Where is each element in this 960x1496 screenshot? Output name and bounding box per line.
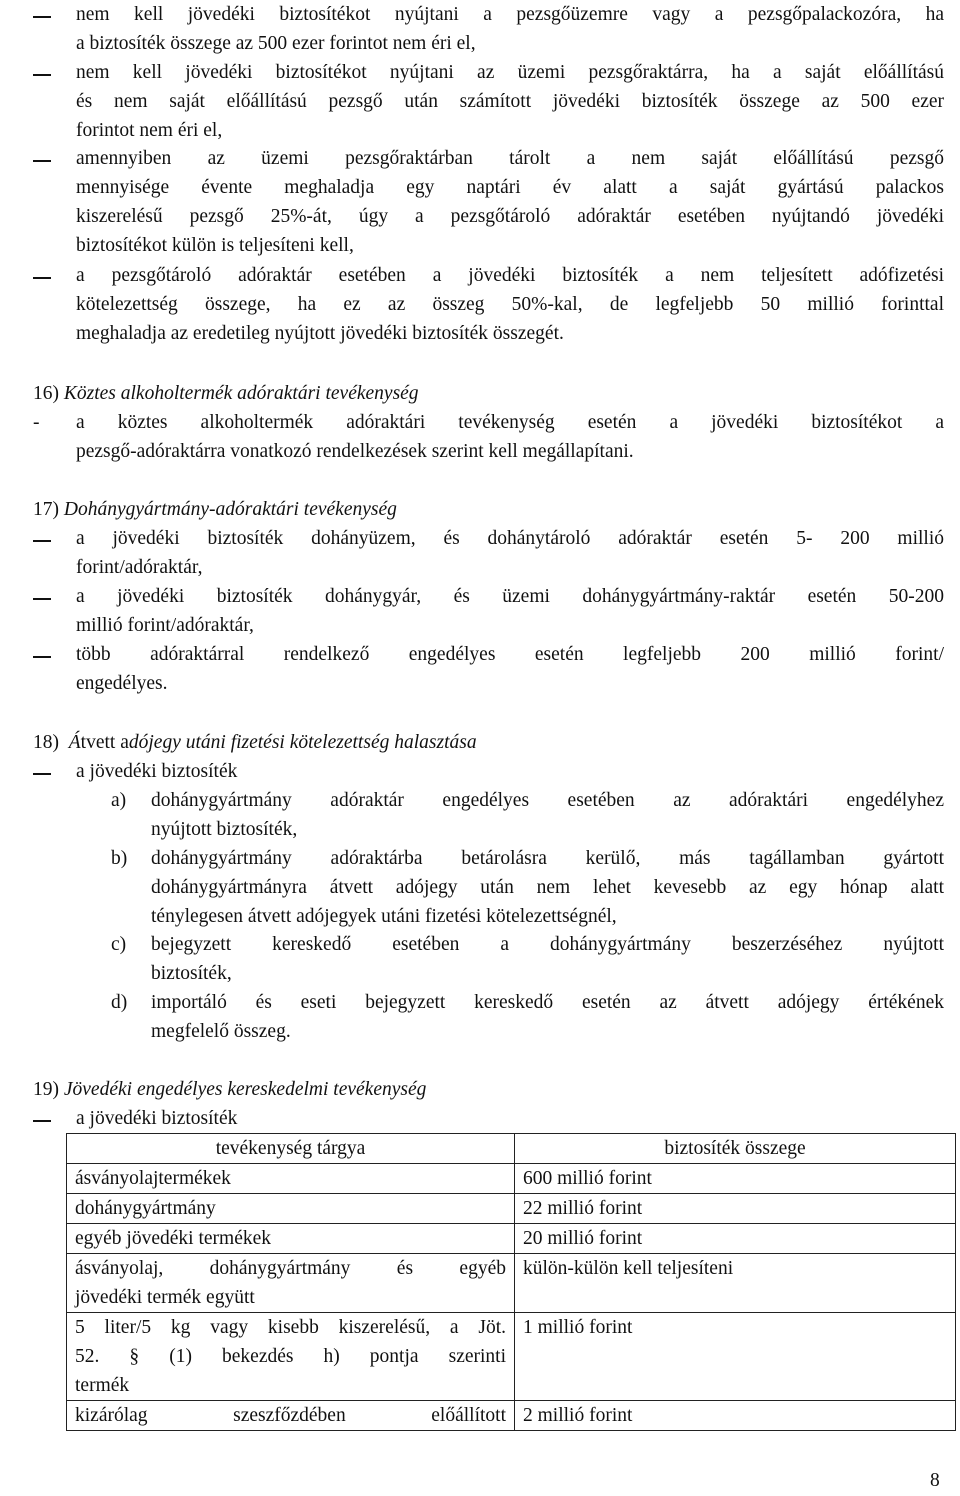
list-item	[76, 640, 944, 698]
table-row	[67, 1164, 956, 1194]
table-row	[67, 1313, 956, 1401]
cell-line: dohánygyártmány	[75, 1198, 216, 1219]
cell-line: kizárólag szeszfőzdében előállított	[75, 1405, 506, 1426]
text-line: dohánygyártmány adóraktár engedélyes esetében az adóraktári engedélyhez	[151, 790, 944, 811]
cell-line: ásványolajtermékek	[75, 1168, 231, 1189]
text-line: amennyiben az üzemi pezsgőraktárban tárolt a nem saját előállítású pezsgő	[76, 148, 944, 169]
text-line: és nem saját előállítású pezsgő után számított jövedéki biztosíték összege az 500 ezer	[76, 91, 944, 112]
text-line: nem kell jövedéki biztosítékot nyújtani az üzemi pezsgőraktárra, ha a saját előállítású	[76, 62, 944, 83]
text-line: pezsgő-adóraktárra vonatkozó rendelkezések szerint kell megállapítani.	[76, 441, 634, 462]
dash-bullet	[33, 598, 51, 600]
page-number: 8	[930, 1470, 940, 1491]
subitem-text	[151, 988, 944, 1046]
table-row	[67, 1401, 956, 1431]
cell-line: termék	[75, 1375, 130, 1396]
cell-line: 52. § (1) bekezdés h) pontja szerinti	[75, 1346, 506, 1367]
text-line: a pezsgőtároló adóraktár esetében a jövedéki biztosíték a nem teljesített adófizetési	[76, 265, 944, 286]
dash-bullet	[33, 74, 51, 76]
text-line: dohánygyártmány adóraktárba betárolásra kerülő, más tagállamban gyártott	[151, 848, 944, 869]
list-item	[76, 144, 944, 260]
section-heading-16	[33, 379, 933, 408]
guarantee-table	[66, 1133, 956, 1431]
subitem-text	[151, 930, 944, 988]
dash-bullet	[33, 160, 51, 162]
text-line: a köztes alkoholtermék adóraktári tevékenység esetén a jövedéki biztosítékot a	[76, 412, 944, 433]
table-cell-amount: 22 millió forint	[515, 1194, 956, 1224]
subitem-letter: b)	[111, 848, 128, 869]
subitem-letter: a)	[111, 790, 127, 811]
text-line: a jövedéki biztosíték dohányüzem, és dohánytároló adóraktár esetén 5- 200 millió	[76, 528, 944, 549]
text-line: biztosítékot külön is teljesíteni kell,	[76, 235, 354, 256]
table-cell-amount: 2 millió forint	[515, 1401, 956, 1431]
text-line: bejegyzett kereskedő esetében a dohánygyártmány beszerzéséhez nyújtott	[151, 934, 944, 955]
dash-bullet	[33, 277, 51, 279]
dash-bullet	[33, 773, 51, 775]
table-cell-subject	[67, 1254, 515, 1313]
section-title: Köztes alkoholtermék adóraktári tevékenység	[63, 383, 419, 404]
subitem-text	[151, 786, 944, 844]
table-cell-subject	[67, 1401, 515, 1431]
text-line: a biztosíték összege az 500 ezer forintot nem éri el,	[76, 33, 476, 54]
table-header-row	[67, 1134, 956, 1164]
text-line: kiszerelésű pezsgő 25%-át, úgy a pezsgőtároló adóraktár esetében nyújtandó jövedéki	[76, 206, 944, 227]
dash-bullet	[33, 16, 51, 18]
section-number: 19)	[33, 1079, 59, 1100]
text-line: a jövedéki biztosíték dohánygyár, és üzemi dohánygyártmány-raktár esetén 50-200	[76, 586, 944, 607]
cell-line: egyéb jövedéki termékek	[75, 1228, 271, 1249]
text-line: mennyisége évente meghaladja egy naptári év alatt a saját gyártású palackos	[76, 177, 944, 198]
table-header-cell: biztosíték összege	[515, 1134, 956, 1164]
table-cell-subject	[67, 1224, 515, 1254]
list-item	[76, 58, 944, 145]
list-item	[76, 261, 944, 348]
text-line: importáló és eseti bejegyzett kereskedő esetén az átvett adójegy értékének	[151, 992, 944, 1013]
section-number: 17)	[33, 499, 59, 520]
table-row	[67, 1194, 956, 1224]
list-item	[76, 582, 944, 640]
table-cell-amount: külön-külön kell teljesíteni	[515, 1254, 956, 1313]
text-line: biztosíték,	[151, 963, 232, 984]
subitem-text	[151, 844, 944, 931]
section-heading-17	[33, 495, 933, 524]
text-line: engedélyes.	[76, 673, 168, 694]
list-item	[76, 408, 944, 466]
text-line: nyújtott biztosíték,	[151, 819, 298, 840]
text-line: forint/adóraktár,	[76, 557, 203, 578]
section-number: 18)	[33, 732, 59, 753]
table-cell-amount: 20 millió forint	[515, 1224, 956, 1254]
section-number: 16)	[33, 383, 59, 404]
table-cell-amount: 1 millió forint	[515, 1313, 956, 1401]
text-line: kötelezettség összege, ha ez az összeg 50%-kal, de legfeljebb 50 millió forinttal	[76, 294, 944, 315]
text-line: több adóraktárral rendelkező engedélyes esetén legfeljebb 200 millió forint/	[76, 644, 944, 665]
subitem-letter: d)	[111, 992, 128, 1013]
section-title: Jövedéki engedélyes kereskedelmi tevékenység	[63, 1079, 427, 1100]
text-line: forintot nem éri el,	[76, 120, 223, 141]
cell-line: 5 liter/5 kg vagy kisebb kiszerelésű, a Jöt.	[75, 1317, 506, 1338]
table-row	[67, 1254, 956, 1313]
text-line: megfelelő összeg.	[151, 1021, 291, 1042]
dash-bullet	[33, 1120, 51, 1122]
text-line: ténylegesen átvett adójegyek utáni fizetési kötelezettségnél,	[151, 906, 617, 927]
list-item	[76, 524, 944, 582]
section-heading-18	[33, 728, 933, 757]
table-cell-subject	[67, 1164, 515, 1194]
list-item	[76, 0, 944, 58]
section-title-prefix: Á	[68, 732, 81, 753]
cell-line: ásványolaj, dohánygyártmány és egyéb	[75, 1258, 506, 1279]
table-row	[67, 1224, 956, 1254]
table-cell-subject	[67, 1194, 515, 1224]
cell-line: jövedéki termék együtt	[75, 1287, 255, 1308]
bullet-text: a jövedéki biztosíték	[76, 761, 238, 782]
subitem-letter: c)	[111, 934, 127, 955]
section-title-mid: tvett a	[80, 732, 129, 753]
section-title-rest: dójegy utáni fizetési kötelezettség halasztása	[128, 732, 477, 753]
table-cell-amount: 600 millió forint	[515, 1164, 956, 1194]
section-title: Dohánygyártmány-adóraktári tevékenység	[63, 499, 397, 520]
table-header-cell: tevékenység tárgya	[67, 1134, 515, 1164]
text-line: meghaladja az eredetileg nyújtott jövedéki biztosíték összegét.	[76, 323, 564, 344]
text-line: dohánygyártmányra átvett adójegy után nem lehet kevesebb az egy hónap alatt	[151, 877, 944, 898]
section-heading-19	[33, 1075, 933, 1104]
table-cell-subject	[67, 1313, 515, 1401]
text-line: millió forint/adóraktár,	[76, 615, 254, 636]
dash-bullet	[33, 540, 51, 542]
dash-bullet	[33, 656, 51, 658]
text-line: nem kell jövedéki biztosítékot nyújtani a pezsgőüzemre vagy a pezsgőpalackozóra, ha	[76, 4, 944, 25]
bullet-text: a jövedéki biztosíték	[76, 1108, 238, 1129]
hyphen-bullet: -	[33, 412, 40, 433]
